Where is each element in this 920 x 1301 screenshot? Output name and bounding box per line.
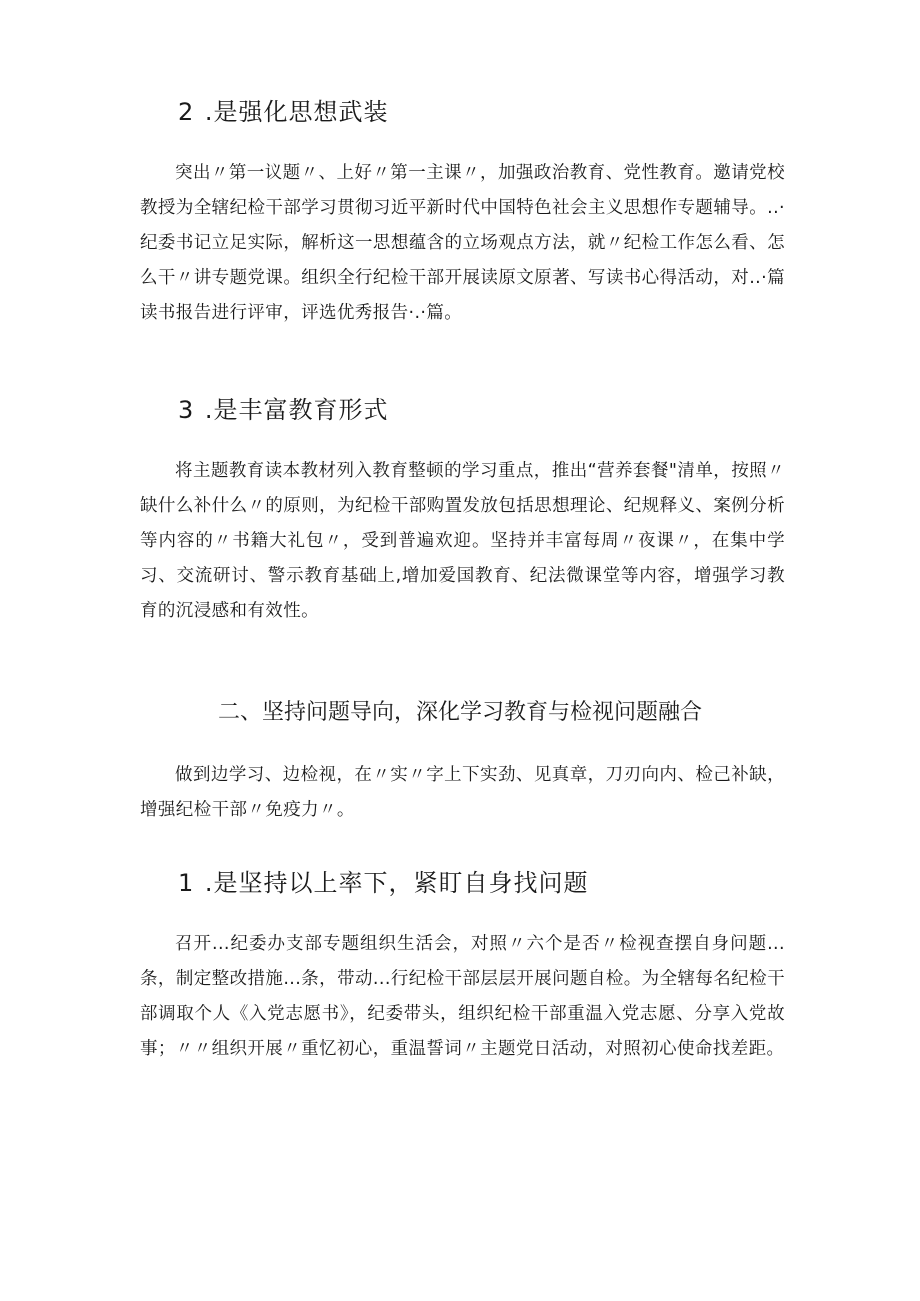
sub-heading-education-forms — [178, 394, 823, 426]
paragraph-ideology: 突出〃第一议题〃、上好〃第一主课〃，加强政治教育、党性教育。邀请党校教授为全辖纪检干部学习贯彻习近平新时代中国特色社会主义思想作专题辅导。..·纪委书记立足实际，解析这一思想蕴含的立场观点方法，就〃纪检工作怎么看、怎么干〃讲专题党课。组织全行纪检干部开展读原文原著、写读书心得活动，对..·篇读书报告进行评审，评选优秀报告·.·篇。 — [140, 163, 785, 323]
paragraph-section-intro: 做到边学习、边检视，在〃实〃字上下实劲、见真章，刀刃向内、检己补缺，增强纪检干部〃免疫力〃。 — [140, 765, 785, 820]
sub-heading-number: 3 — [178, 396, 195, 424]
sub-heading-strengthen-ideology — [178, 96, 823, 128]
sub-heading-title: .是强化思想武装 — [204, 98, 389, 126]
sub-heading-title: .是丰富教育形式 — [204, 396, 389, 424]
sub-heading-lead-by-example — [178, 867, 823, 899]
sub-heading-number: 2 — [178, 98, 195, 126]
paragraph-lead-by-example: 召开...纪委办支部专题组织生活会，对照〃六个是否〃检视查摆自身问题...条，制定整改措施...条，带动...行纪检干部层层开展问题自检。为全辖每名纪检干部调取个人《入党志愿书》，纪委带头，组织纪检干部重温入党志愿、分享入党故事；〃〃组织开展〃重忆初心，重温誓词〃主题党日活动，对照初心使命找差距。 — [140, 934, 785, 1059]
sub-heading-number: 1 — [178, 869, 195, 897]
section-heading-problem-oriented: 二、坚持问题导向，深化学习教育与检视问题融合 — [217, 700, 702, 725]
sub-heading-title: .是坚持以上率下，紧盯自身找问题 — [204, 869, 589, 897]
paragraph-education-forms: 将主题教育读本教材列入教育整顿的学习重点，推出“营养套餐"清单，按照〃缺什么补什么〃的原则，为纪检干部购置发放包括思想理论、纪规释义、案例分析等内容的〃书籍大礼包〃，受到普遍欢迎。坚持并丰富每周〃夜课〃，在集中学习、交流研讨、警示教育基础上,增加爱国教育、纪法微课堂等内容，增强学习教育的沉浸感和有效性。 — [140, 461, 785, 621]
